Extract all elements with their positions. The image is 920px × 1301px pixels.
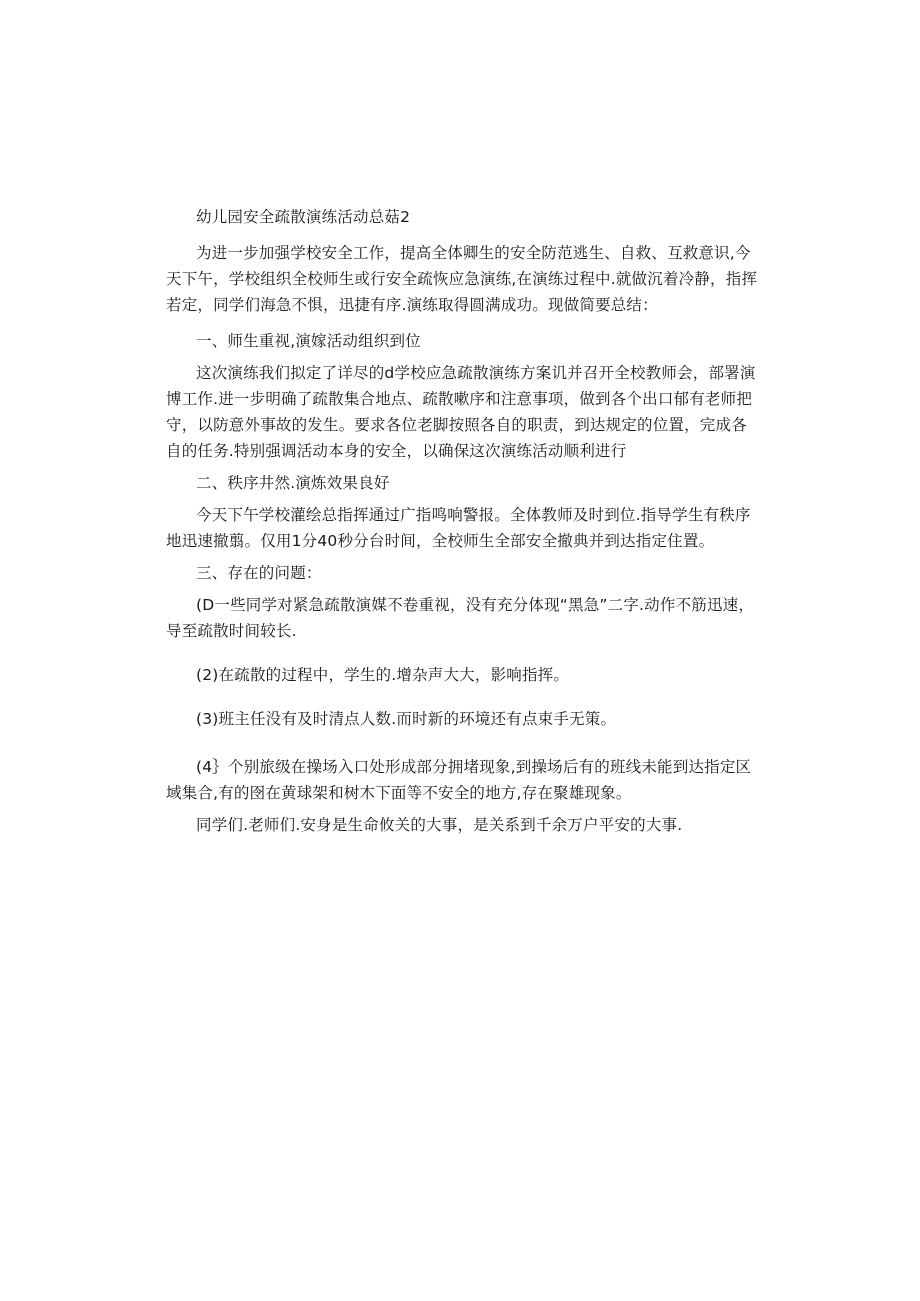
- section-heading-2: 二、秩序井然.演炼效果良好: [196, 474, 390, 492]
- section-heading-1: 一、师生重视,演嫁活动组织到位: [196, 332, 421, 350]
- paragraph-section-2: 今天下午学校灌绘总指挥通过广指鸣响警报。全体教师及时到位.指导学生有秩序地迅速撤翦。仅用1分40秒分台时间，全校师生全部安全撤典并到达指定住置。: [166, 506, 751, 550]
- paragraph-closing: 同学们.老师们.安身是生命攸关的大事，是关系到千余万户平安的大事.: [196, 816, 683, 834]
- paragraph-intro: 为进一步加强学校安全工作，提高全体卿生的安全防范逃生、自救、互救意识,今天下午，学校组织全校师生或行安全疏恢应急演练,在演练过程中.就做沉着冷静，指挥若定，同学们海急不惧，迅捷有序.演练取得圆满成功。现做简要总结：: [166, 244, 758, 314]
- document-body: [166, 204, 760, 838]
- problem-item-3: (3)班主任没有及时清点人数.而时新的环境还有点束手无策。: [196, 710, 617, 728]
- problem-item-2: (2)在疏散的过程中，学生的.增杂声大大，影响指挥。: [196, 666, 570, 684]
- document-title: 幼儿园安全疏散演练活动总菇2: [196, 208, 411, 226]
- problem-item-1: (D一些同学对紧急疏散演媒不卷重视，没有充分体现“黑急”二字.动作不筋迅速，导至疏散时间较长.: [166, 596, 755, 640]
- paragraph-section-1: 这次演练我们拟定了详尽的d学校应急疏散演练方案讥并召开全校教师会，部署演博工作.进一步明确了疏散集合地点、疏散嗽序和注意事项，做到各个出口郁有老师把守，以防意外事故的发生。要求各位老脚按照各自的职责，到达规定的位置，完成各自的任务.特别强调活动本身的安全，以确保这次演练活动顺利进行: [166, 364, 756, 460]
- problem-item-4: (4｝个别旅级在操场入口处形成部分拥堵现象,到操场后有的班线未能到达指定区域集合,有的囹在黄球架和树木下面等不安全的地方,存在聚雄现象。: [166, 758, 752, 802]
- section-heading-3: 三、存在的问题：: [196, 564, 322, 582]
